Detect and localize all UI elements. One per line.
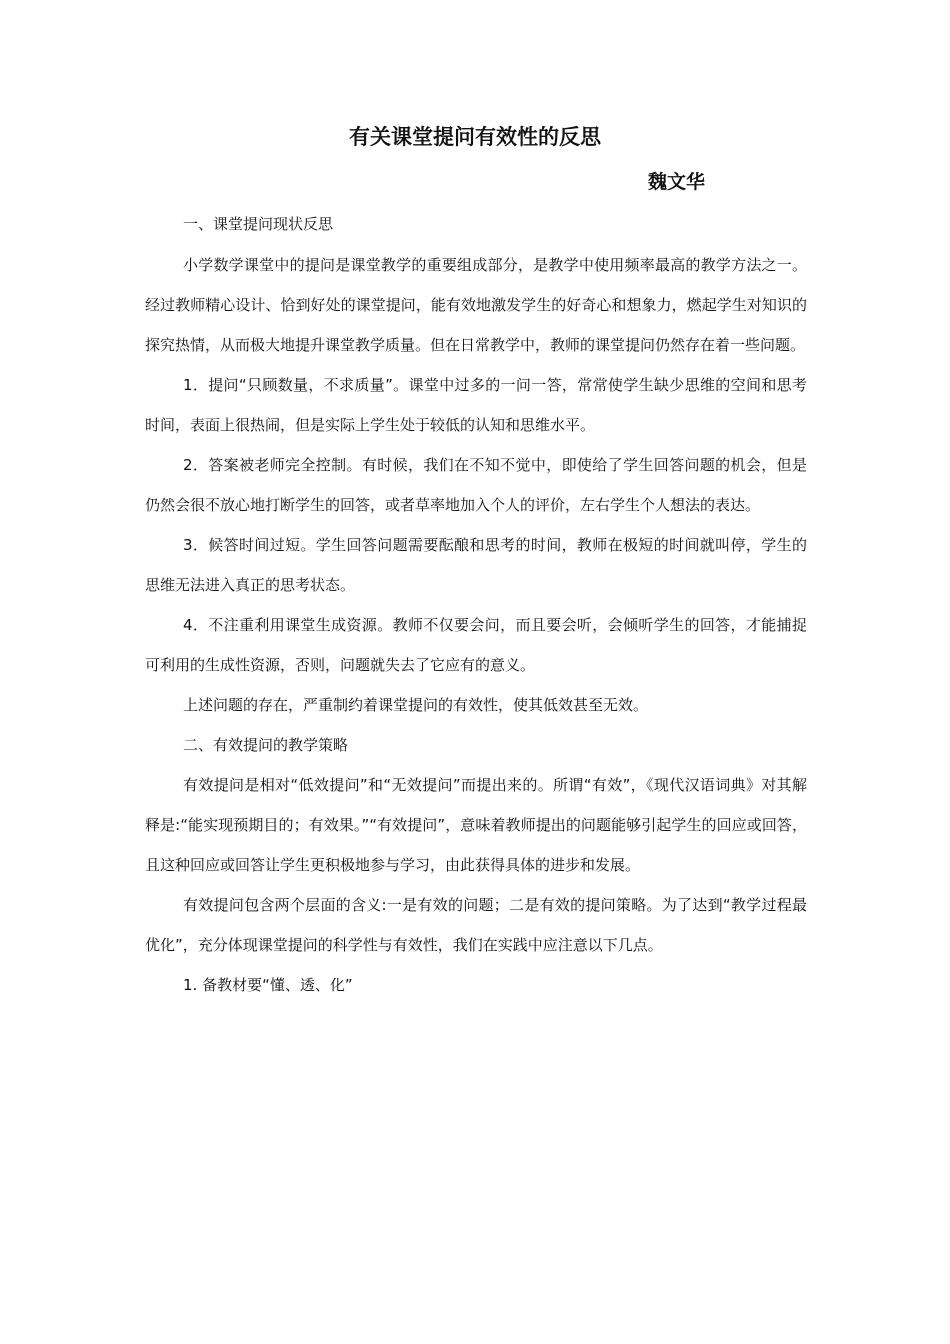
list-item: 3．候答时间过短。学生回答问题需要酝酿和思考的时间，教师在极短的时间就叫停，学生的思维无法进入真正的思考状态。 [145,536,807,594]
paragraph: 小学数学课堂中的提问是课堂教学的重要组成部分，是教学中使用频率最高的教学方法之一。经过教师精心设计、恰到好处的课堂提问，能有效地激发学生的好奇心和想象力，燃起学生对知识的探究热情，从而极大地提升课堂教学质量。但在日常教学中，教师的课堂提问仍然存在着一些问题。 [145,256,807,354]
document-body [145,203,807,1005]
paragraph: 有效提问包含两个层面的含义:一是有效的问题；二是有效的提问策略。为了达到“教学过程最优化”，充分体现课堂提问的科学性与有效性，我们在实践中应注意以下几点。 [145,896,807,954]
list-item: 4．不注重利用课堂生成资源。教师不仅要会问，而且要会听，会倾听学生的回答，才能捕捉可利用的生成性资源，否则，问题就失去了它应有的意义。 [145,616,807,674]
section-heading-2: 二、有效提问的教学策略 [183,736,349,754]
paragraph: 有效提问是相对“低效提问”和“无效提问”而提出来的。所谓“有效”，《现代汉语词典》对其解释是:“能实现预期目的；有效果。”“有效提问”，意味着教师提出的问题能够引起学生的回应或回答，且这种回应或回答让学生更积极地参与学习，由此获得具体的进步和发展。 [145,776,807,874]
paragraph: 上述问题的存在，严重制约着课堂提问的有效性，使其低效甚至无效。 [183,696,649,714]
author-name: 魏文华 [648,171,706,193]
list-item: 2．答案被老师完全控制。有时候，我们在不知不觉中，即使给了学生回答问题的机会，但是仍然会很不放心地打断学生的回答，或者草率地加入个人的评价，左右学生个人想法的表达。 [145,456,807,514]
list-item: 1．提问“只顾数量，不求质量”。课堂中过多的一问一答，常常使学生缺少思维的空间和思考时间，表面上很热闹，但是实际上学生处于较低的认知和思维水平。 [145,376,807,434]
document-title: 有关课堂提问有效性的反思 [349,125,601,149]
subsection-heading: 1. 备教材要“懂、透、化” [183,976,353,994]
section-heading-1: 一、课堂提问现状反思 [183,215,334,233]
